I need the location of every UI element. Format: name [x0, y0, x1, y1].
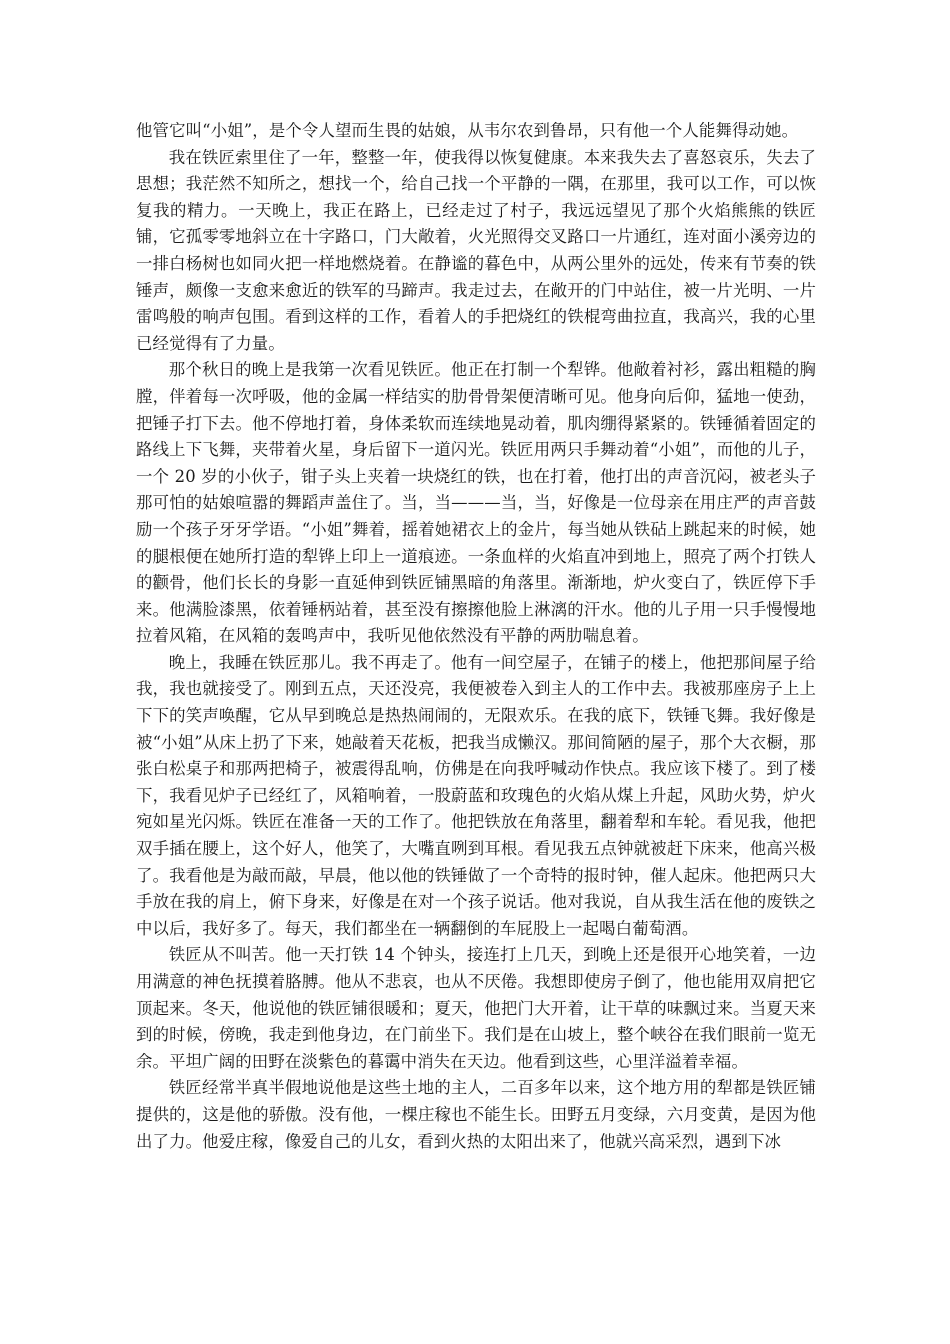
paragraph: 晚上，我睡在铁匠那儿。我不再走了。他有一间空屋子，在铺子的楼上，他把那间屋子给我，我也就接受了。刚到五点，天还没亮，我便被卷入到主人的工作中去。我被那座房子上上下下的笑声唤醒，它从早到晚总是热热闹闹的，无限欢乐。在我的底下，铁锤飞舞。我好像是被“小姐”从床上扔了下来，她敲着天花板，把我当成懒汉。那间简陋的屋子，那个大衣橱，那张白松桌子和那两把椅子，被震得乱响，仿佛是在向我呼喊动作快点。我应该下楼了。到了楼下，我看见炉子已经红了，风箱响着，一股蔚蓝和玫瑰色的火焰从煤上升起，风助火势，炉火宛如星光闪烁。铁匠在准备一天的工作了。他把铁放在角落里，翻着犁和车轮。看见我，他把双手插在腰上，这个好人，他笑了，大嘴直咧到耳根。看见我五点钟就被赶下床来，他高兴极了。我看他是为敲而敲，早晨，他以他的铁锤做了一个奇特的报时钟，催人起床。他把两只大手放在我的肩上，俯下身来，好像是在对一个孩子说话。他对我说，自从我生活在他的废铁之中以后，我好多了。每天，我们都坐在一辆翻倒的车屁股上一起喝白葡萄酒。 — [136, 652, 816, 938]
paragraph: 那个秋日的晚上是我第一次看见铁匠。他正在打制一个犁铧。他敞着衬衫，露出粗糙的胸膛，伴着每一次呼吸，他的金属一样结实的肋骨骨架便清晰可见。他身向后仰，猛地一使劲，把锤子打下去。他不停地打着，身体柔软而连续地晃动着，肌肉绷得紧紧的。铁锤循着固定的路线上下飞舞，夹带着火星，身后留下一道闪光。铁匠用两只手舞动着“小姐”，而他的儿子，一个 20 岁的小伙子，钳子头上夹着一块烧红的铁，也在打着，他打出的声音沉闷，被老头子那可怕的姑娘喧嚣的舞蹈声盖住了。当，当———当，当，好像是一位母亲在用庄严的声音鼓励一个孩子牙牙学语。“小姐”舞着，摇着她裙衣上的金片，每当她从铁砧上跳起来的时候，她的腿根便在她所打造的犁铧上印上一道痕迹。一条血样的火焰直冲到地上，照亮了两个打铁人的颧骨，他们长长的身影一直延伸到铁匠铺黑暗的角落里。渐渐地，炉火变白了，铁匠停下手来。他满脸漆黑，依着锤柄站着，甚至没有擦擦他脸上淋漓的汗水。他的儿子用一只手慢慢地拉着风箱，在风箱的轰鸣声中，我听见他依然没有平静的两肋喘息着。 — [136, 360, 816, 646]
essay-text — [136, 118, 816, 1155]
paragraph: 铁匠经常半真半假地说他是这些土地的主人，二百多年以来，这个地方用的犁都是铁匠铺提供的，这是他的骄傲。没有他，一棵庄稼也不能生长。田野五月变绿，六月变黄，是因为他出了力。他爱庄稼，像爱自己的儿女，看到火热的太阳出来了，他就兴高采烈，遇到下冰 — [136, 1078, 816, 1151]
paragraph-continuation: 他管它叫“小姐”，是个令人望而生畏的姑娘，从韦尔农到鲁昂，只有他一个人能舞得动她。 — [136, 121, 799, 140]
paragraph: 铁匠从不叫苦。他一天打铁 14 个钟头，接连打上几天，到晚上还是很开心地笑着，一边用满意的神色抚摸着胳膊。他从不悲哀，也从不厌倦。我想即使房子倒了，他也能用双肩把它顶起来。冬天，他说他的铁匠铺很暖和；夏天，他把门大开着，让干草的味飘过来。当夏天来到的时候，傍晚，我走到他身边，在门前坐下。我们是在山坡上，整个峡谷在我们眼前一览无余。平坦广阔的田野在淡紫色的暮霭中消失在天边。他看到这些，心里洋溢着幸福。 — [136, 945, 816, 1071]
paragraph: 我在铁匠索里住了一年，整整一年，使我得以恢复健康。本来我失去了喜怒哀乐，失去了思想；我茫然不知所之，想找一个，给自己找一个平静的一隅，在那里，我可以工作，可以恢复我的精力。一天晚上，我正在路上，已经走过了村子，我远远望见了那个火焰熊熊的铁匠铺，它孤零零地斜立在十字路口，门大敞着，火光照得交叉路口一片通红，连对面小溪旁边的一排白杨树也如同火把一样地燃烧着。在静谧的暮色中，从两公里外的远处，传来有节奏的铁锤声，颇像一支愈来愈近的铁军的马蹄声。我走过去，在敞开的门中站住，被一片光明、一片雷鸣般的响声包围。看到这样的工作，看着人的手把烧红的铁棍弯曲拉直，我高兴，我的心里已经觉得有了力量。 — [136, 147, 816, 353]
